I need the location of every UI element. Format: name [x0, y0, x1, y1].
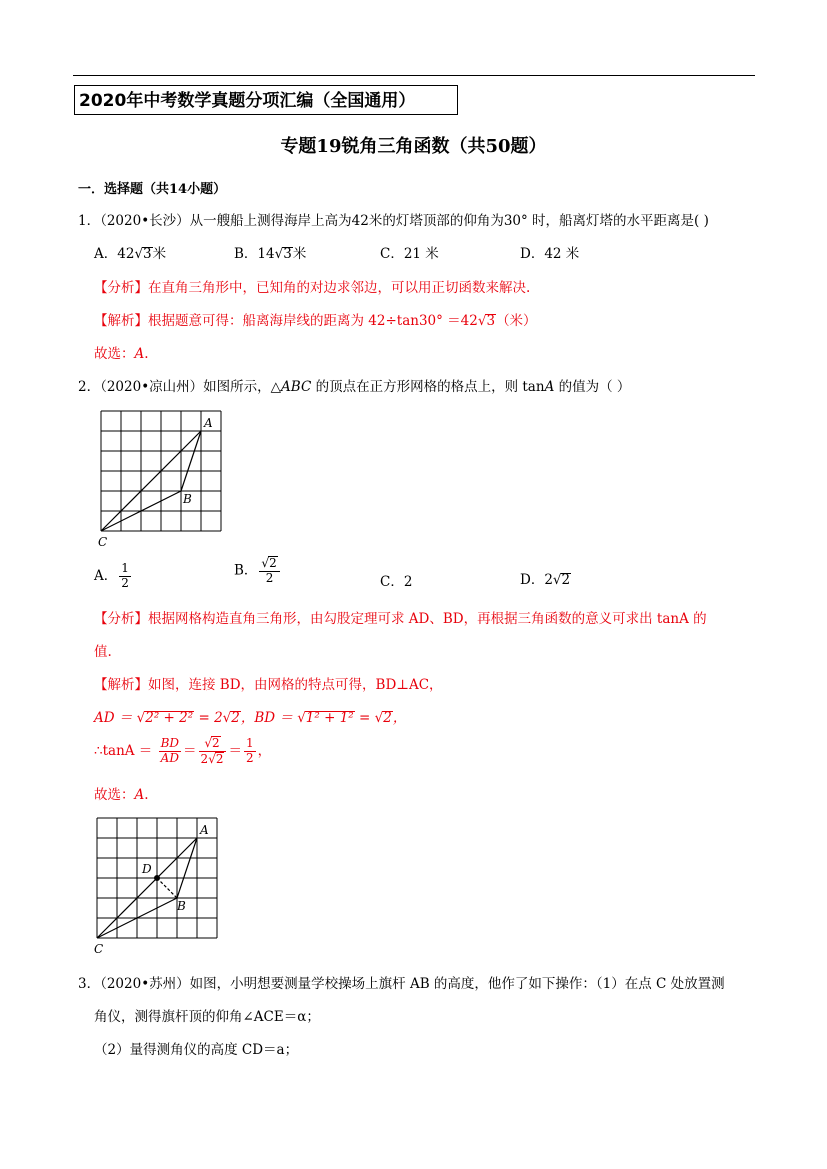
q1-option-a: A．42√3米 — [94, 246, 167, 262]
q1-analysis: 【分析】在直角三角形中，已知角的对边求邻边，可以用正切函数来解决. — [94, 280, 531, 296]
triangle-abc — [101, 431, 201, 531]
vertex-b-label-2: B — [177, 899, 186, 913]
point-d — [154, 875, 160, 881]
q2-answer: 故选：A. — [94, 787, 149, 803]
q1-solution: 【解析】根据题意可得：船离海岸线的距离为 42÷tan30° ＝42√3（米） — [94, 313, 537, 329]
q2-tan-formula: ∴tanA ＝ $\frac{BD}{AD}$ ＝ $\frac{√2}{2√2}$ ＝ $\frac{1}{2}$ ， — [94, 736, 272, 766]
q2-stem: 2．（2020•凉山州）如图所示，△ABC 的顶点在正方形网格的格点上，则 tanA 的值为（ ） — [78, 379, 631, 395]
page-title: 专题19锐角三角函数（共50题） — [280, 136, 547, 157]
segment-bd — [157, 878, 177, 898]
vertex-c-label: C — [98, 535, 108, 549]
vertex-a-label-2: A — [200, 823, 209, 837]
q2-analysis-line2: 值. — [94, 644, 112, 660]
q1-option-b: B．14√3米 — [234, 246, 307, 262]
q2-solution-line1: 【解析】如图，连接 BD，由网格的特点可得，BD⊥AC， — [94, 677, 443, 693]
q1-stem: 1．（2020•长沙）从一艘船上测得海岸上高为42米的灯塔顶部的仰角为30° 时，船离灯塔的水平距离是( ) — [78, 213, 709, 229]
vertex-c-label-2: C — [94, 942, 104, 956]
q2-option-a: A． $\frac{1}{2}$ — [94, 561, 129, 590]
series-title-box: 2020年中考数学真题分项汇编（全国通用） — [74, 85, 458, 115]
q2-option-d: D．2√2 — [520, 572, 571, 588]
q2-ad-bd-formula: AD ＝ √2² + 2² = 2√2，BD ＝ √1² + 1² = √2， — [94, 710, 407, 726]
header-rule — [73, 75, 755, 76]
q3-line3: （2）量得测角仪的高度 CD＝a； — [94, 1042, 299, 1058]
q3-line1: 3．（2020•苏州）如图，小明想要测量学校操场上旗杆 AB 的高度，他作了如下操作：（1）在点 C 处放置测 — [78, 976, 725, 992]
q2-grid-figure — [90, 405, 235, 550]
q2-solution-figure — [86, 812, 231, 957]
section-heading: 一．选择题（共14小题） — [78, 182, 227, 197]
q3-line2: 角仪，测得旗杆顶的仰角∠ACE＝α； — [94, 1009, 320, 1025]
q1-option-c: C．21 米 — [380, 246, 439, 262]
vertex-b-label: B — [183, 492, 192, 506]
point-d-label: D — [142, 862, 152, 876]
q2-option-c: C．2 — [380, 574, 413, 590]
q1-answer: 故选：A. — [94, 346, 149, 362]
q2-option-b: B． $\frac{√2}{2}$ — [234, 556, 282, 586]
triangle-abc-2 — [97, 838, 197, 938]
q2-analysis-line1: 【分析】根据网格构造直角三角形，由勾股定理可求 AD、BD，再根据三角函数的意义可求出 tanA 的 — [94, 611, 707, 627]
vertex-a-label: A — [204, 416, 213, 430]
q1-option-d: D．42 米 — [520, 246, 580, 262]
